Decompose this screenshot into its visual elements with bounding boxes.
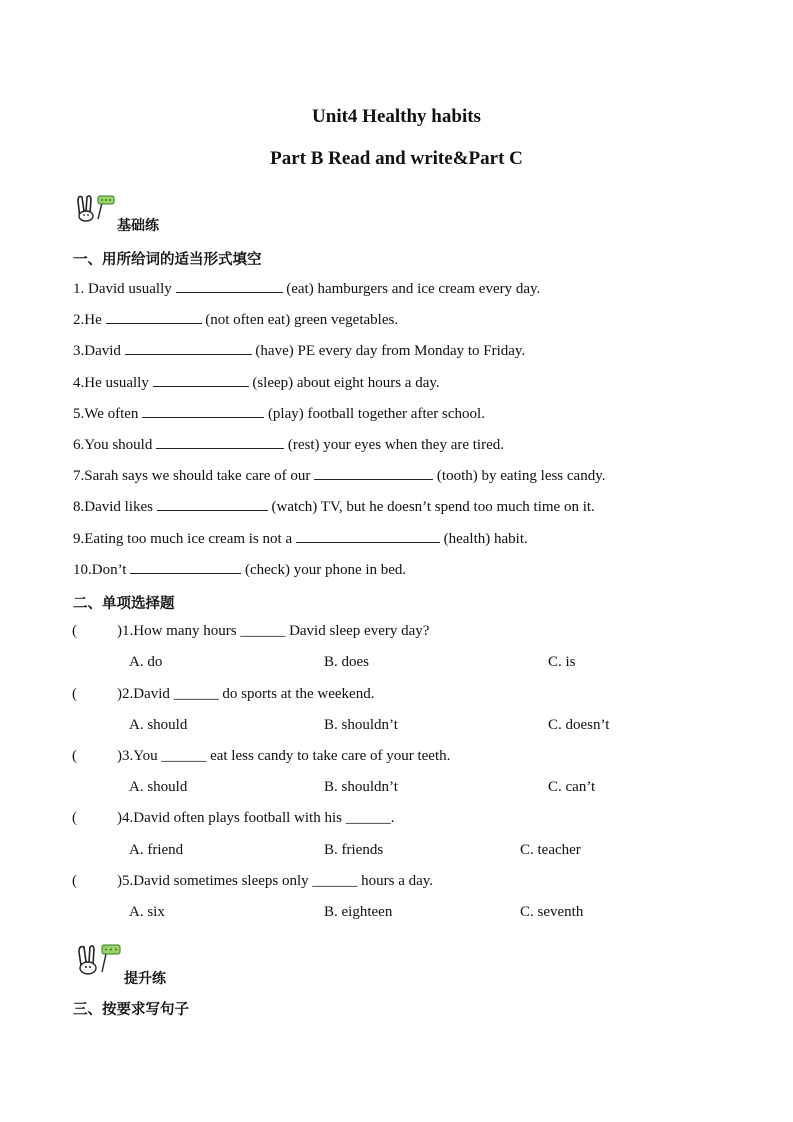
answer-blank[interactable] [125,342,252,355]
answer-paren[interactable]: ( [72,686,77,702]
fill-item-7: 7.Sarah says we should take care of our (tooth) by eating less candy. [73,468,606,484]
option-c: C. is [548,654,576,670]
option-c: C. can’t [548,779,596,795]
choice-question-4: )4.David often plays football with his ______. [117,810,395,826]
choice-question-2: )2.David ______ do sports at the weekend. [117,686,375,702]
part2-heading: 二、单项选择题 [73,596,175,612]
answer-paren[interactable]: ( [72,873,77,889]
answer-blank[interactable] [157,498,268,511]
fill-item-5: 5.We often (play) football together after school. [73,406,485,422]
answer-paren[interactable]: ( [72,623,77,639]
page-subtitle: Part B Read and write&Part C [270,148,523,169]
option-a: A. should [129,717,188,733]
answer-blank[interactable] [130,561,241,574]
choice-question-3: )3.You ______ eat less candy to take care of your teeth. [117,748,451,764]
answer-blank[interactable] [142,405,264,418]
answer-blank[interactable] [296,530,440,543]
answer-blank[interactable] [314,467,433,480]
fill-item-10: 10.Don’t (check) your phone in bed. [73,562,407,578]
option-b: B. eighteen [324,904,393,920]
answer-paren[interactable]: ( [72,748,77,764]
bunny-sign-icon [74,193,116,223]
option-b: B. does [324,654,369,670]
fill-item-8: 8.David likes (watch) TV, but he doesn’t spend too much time on it. [73,499,595,515]
option-c: C. teacher [520,842,581,858]
part3-heading: 三、按要求写句子 [73,1002,189,1018]
fill-item-6: 6.You should (rest) your eyes when they are tired. [73,437,505,453]
fill-item-1: 1. David usually (eat) hamburgers and ice cream every day. [73,281,541,297]
answer-blank[interactable] [153,374,249,387]
choice-question-1: )1.How many hours ______ David sleep every day? [117,623,430,639]
fill-item-3: 3.David (have) PE every day from Monday to Friday. [73,343,526,359]
option-a: A. friend [129,842,184,858]
option-a: A. do [129,654,163,670]
answer-paren[interactable]: ( [72,810,77,826]
answer-blank[interactable] [156,436,284,449]
bunny-sign-icon [74,942,122,976]
fill-item-2: 2.He (not often eat) green vegetables. [73,312,399,328]
option-a: A. should [129,779,188,795]
section-advanced-label: 提升练 [124,971,166,987]
fill-item-4: 4.He usually (sleep) about eight hours a day. [73,375,440,391]
page-title: Unit4 Healthy habits [312,106,481,127]
answer-blank[interactable] [176,280,283,293]
part1-heading: 一、用所给词的适当形式填空 [73,252,262,268]
fill-item-9: 9.Eating too much ice cream is not a (health) habit. [73,531,528,547]
option-b: B. shouldn’t [324,717,398,733]
option-c: C. doesn’t [548,717,610,733]
option-a: A. six [129,904,165,920]
option-b: B. friends [324,842,384,858]
choice-question-5: )5.David sometimes sleeps only ______ hours a day. [117,873,434,889]
option-c: C. seventh [520,904,584,920]
option-b: B. shouldn’t [324,779,398,795]
section-basic-label: 基础练 [117,218,159,234]
answer-blank[interactable] [106,311,202,324]
